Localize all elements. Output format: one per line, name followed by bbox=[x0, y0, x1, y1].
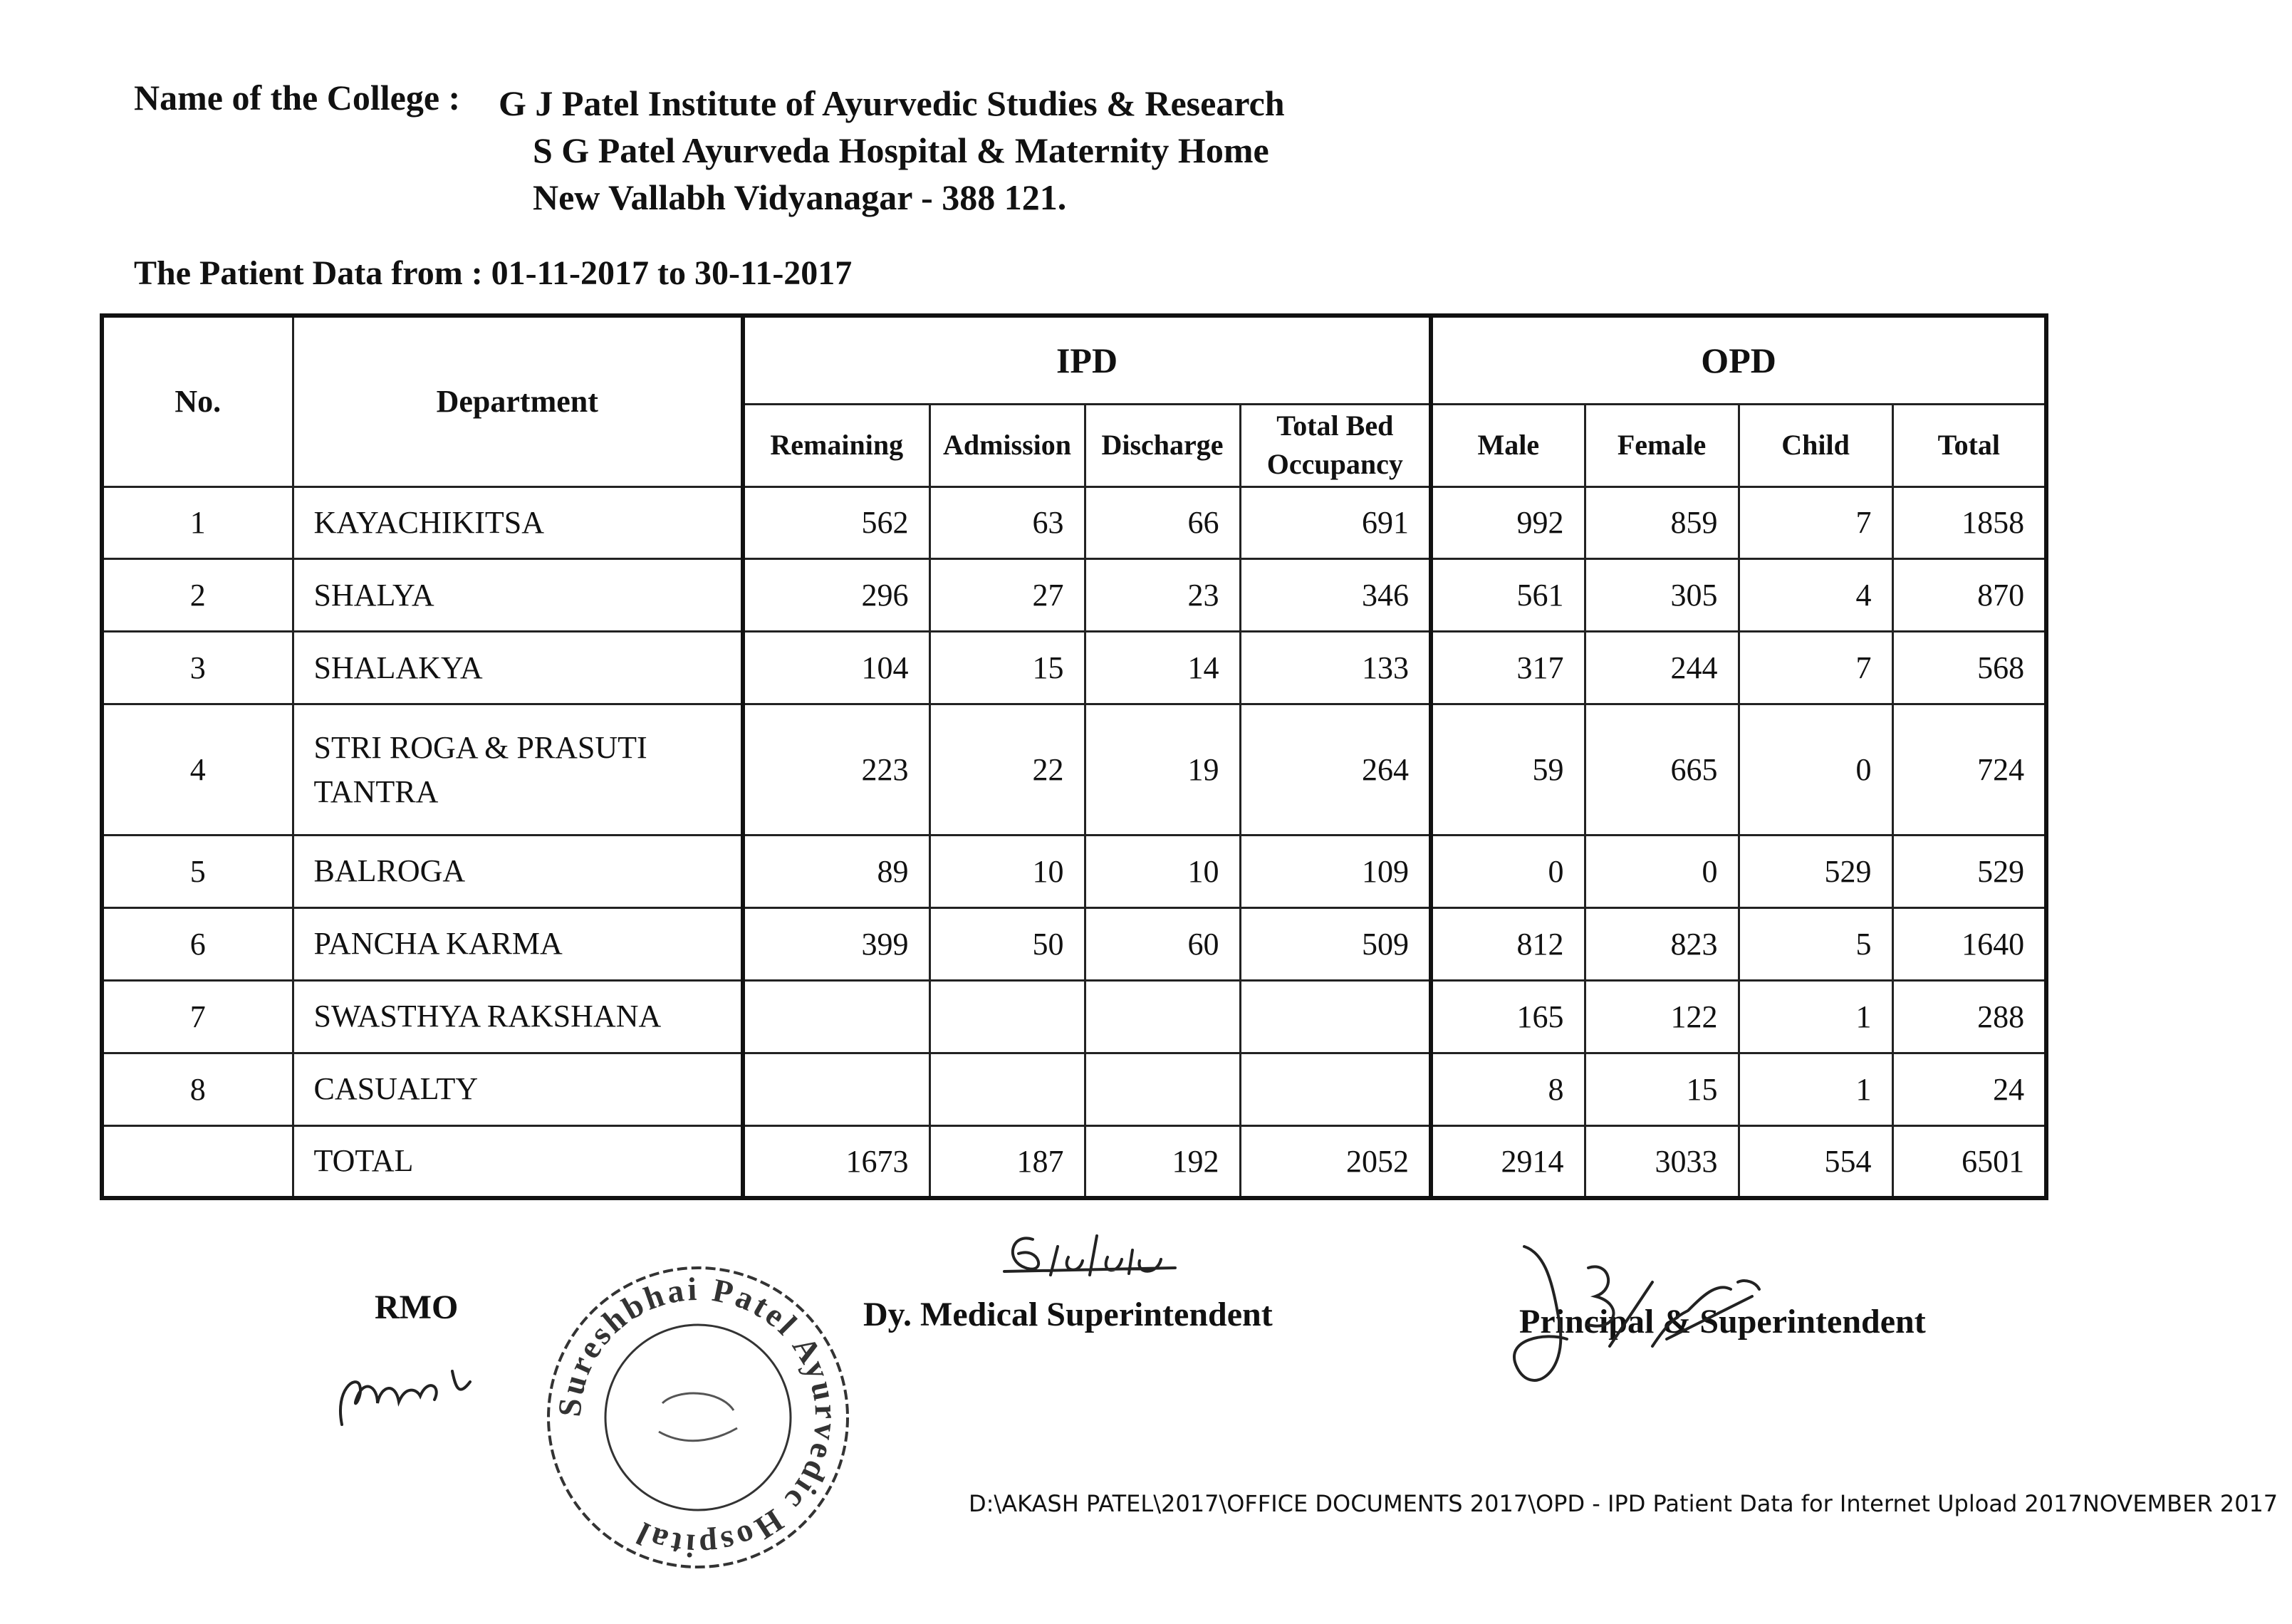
table-row bbox=[102, 1053, 2046, 1125]
ipd-discharge-cell: 10 bbox=[1085, 835, 1240, 907]
ipd-admission-cell: 22 bbox=[929, 704, 1085, 835]
row-department: STRI ROGA & PRASUTI TANTRA bbox=[293, 704, 743, 835]
ipd-admission-cell: 63 bbox=[929, 486, 1085, 559]
header-opd-female: Female bbox=[1585, 404, 1739, 486]
ipd-discharge-cell bbox=[1085, 980, 1240, 1053]
opd-child-cell: 0 bbox=[1739, 704, 1892, 835]
opd-child-cell: 7 bbox=[1739, 632, 1892, 704]
row-department: PANCHA KARMA bbox=[293, 907, 743, 980]
opd-male-cell: 0 bbox=[1431, 835, 1585, 907]
opd-total-cell: 1640 bbox=[1892, 907, 2046, 980]
row-department: SHALYA bbox=[293, 559, 743, 632]
ipd-admission-cell: 27 bbox=[929, 559, 1085, 632]
footer-file-path: D:\AKASH PATEL\2017\OFFICE DOCUMENTS 2017\OPD - IPD Patient Data for Internet Upload 2017NOVEMBER 2017 bbox=[969, 1490, 2278, 1517]
row-no: 6 bbox=[102, 907, 293, 980]
ipd-admission-cell: 15 bbox=[929, 632, 1085, 704]
opd-child-cell: 5 bbox=[1739, 907, 1892, 980]
ipd-total-bed-occupancy-cell: 2052 bbox=[1240, 1125, 1431, 1198]
opd-male-cell: 561 bbox=[1431, 559, 1585, 632]
opd-child-cell: 4 bbox=[1739, 559, 1892, 632]
opd-total-cell: 724 bbox=[1892, 704, 2046, 835]
principal-superintendent-label: Principal & Superintendent bbox=[1519, 1303, 1926, 1341]
college-name: G J Patel Institute of Ayurvedic Studies & Research bbox=[499, 83, 1285, 123]
opd-child-cell: 7 bbox=[1739, 486, 1892, 559]
opd-male-cell: 8 bbox=[1431, 1053, 1585, 1125]
ipd-remaining-cell: 562 bbox=[743, 486, 929, 559]
header-ipd: IPD bbox=[743, 316, 1431, 404]
opd-total-cell: 24 bbox=[1892, 1053, 2046, 1125]
opd-male-cell: 59 bbox=[1431, 704, 1585, 835]
header-ipd-total-bed-occupancy: Total Bed Occupancy bbox=[1240, 404, 1431, 486]
total-label: TOTAL bbox=[293, 1125, 743, 1198]
hospital-stamp bbox=[541, 1261, 855, 1574]
row-no: 1 bbox=[102, 486, 293, 559]
ipd-admission-cell: 50 bbox=[929, 907, 1085, 980]
row-no: 4 bbox=[102, 704, 293, 835]
patient-data-table bbox=[100, 313, 2048, 1200]
ipd-remaining-cell: 1673 bbox=[743, 1125, 929, 1198]
ipd-total-bed-occupancy-cell: 264 bbox=[1240, 704, 1431, 835]
opd-total-cell: 1858 bbox=[1892, 486, 2046, 559]
rmo-label: RMO bbox=[375, 1289, 459, 1326]
hospital-name: S G Patel Ayurveda Hospital & Maternity Home bbox=[533, 130, 1269, 170]
opd-total-cell: 6501 bbox=[1892, 1125, 2046, 1198]
ipd-remaining-cell: 89 bbox=[743, 835, 929, 907]
opd-total-cell: 288 bbox=[1892, 980, 2046, 1053]
opd-male-cell: 812 bbox=[1431, 907, 1585, 980]
ipd-remaining-cell: 399 bbox=[743, 907, 929, 980]
ipd-discharge-cell bbox=[1085, 1053, 1240, 1125]
svg-text:Sureshbhai Patel Ayurvedic Hos: Sureshbhai Patel Ayurvedic Hospital bbox=[551, 1270, 845, 1565]
table-row bbox=[102, 907, 2046, 980]
header-no: No. bbox=[102, 316, 293, 486]
ipd-remaining-cell bbox=[743, 980, 929, 1053]
header-ipd-discharge: Discharge bbox=[1085, 404, 1240, 486]
patient-data-period: The Patient Data from : 01-11-2017 to 30-11-2017 bbox=[134, 254, 853, 292]
ipd-total-bed-occupancy-cell: 691 bbox=[1240, 486, 1431, 559]
table-row bbox=[102, 632, 2046, 704]
header-opd: OPD bbox=[1431, 316, 2046, 404]
ipd-discharge-cell: 19 bbox=[1085, 704, 1240, 835]
ipd-total-bed-occupancy-cell bbox=[1240, 1053, 1431, 1125]
ipd-discharge-cell: 60 bbox=[1085, 907, 1240, 980]
ipd-remaining-cell: 104 bbox=[743, 632, 929, 704]
opd-child-cell: 529 bbox=[1739, 835, 1892, 907]
table-row bbox=[102, 486, 2046, 559]
header-opd-male: Male bbox=[1431, 404, 1585, 486]
table-row bbox=[102, 559, 2046, 632]
dy-medical-signature bbox=[990, 1218, 1189, 1296]
opd-total-cell: 870 bbox=[1892, 559, 2046, 632]
ipd-discharge-cell: 192 bbox=[1085, 1125, 1240, 1198]
header-department: Department bbox=[293, 316, 743, 486]
opd-female-cell: 3033 bbox=[1585, 1125, 1739, 1198]
ipd-discharge-cell: 66 bbox=[1085, 486, 1240, 559]
table-row bbox=[102, 980, 2046, 1053]
opd-female-cell: 244 bbox=[1585, 632, 1739, 704]
opd-total-cell: 568 bbox=[1892, 632, 2046, 704]
table-row bbox=[102, 835, 2046, 907]
ipd-admission-cell bbox=[929, 980, 1085, 1053]
row-no bbox=[102, 1125, 293, 1198]
ipd-total-bed-occupancy-cell: 109 bbox=[1240, 835, 1431, 907]
ipd-total-bed-occupancy-cell: 346 bbox=[1240, 559, 1431, 632]
header-opd-child: Child bbox=[1739, 404, 1892, 486]
row-department: CASUALTY bbox=[293, 1053, 743, 1125]
opd-child-cell: 554 bbox=[1739, 1125, 1892, 1198]
rmo-signature bbox=[328, 1346, 499, 1439]
row-department: KAYACHIKITSA bbox=[293, 486, 743, 559]
opd-female-cell: 665 bbox=[1585, 704, 1739, 835]
ipd-discharge-cell: 23 bbox=[1085, 559, 1240, 632]
row-no: 5 bbox=[102, 835, 293, 907]
opd-male-cell: 2914 bbox=[1431, 1125, 1585, 1198]
opd-child-cell: 1 bbox=[1739, 1053, 1892, 1125]
row-no: 8 bbox=[102, 1053, 293, 1125]
opd-female-cell: 823 bbox=[1585, 907, 1739, 980]
opd-female-cell: 0 bbox=[1585, 835, 1739, 907]
ipd-total-bed-occupancy-cell: 133 bbox=[1240, 632, 1431, 704]
row-no: 3 bbox=[102, 632, 293, 704]
row-no: 2 bbox=[102, 559, 293, 632]
ipd-remaining-cell bbox=[743, 1053, 929, 1125]
table-row bbox=[102, 704, 2046, 835]
college-label: Name of the College : bbox=[134, 78, 461, 118]
ipd-total-bed-occupancy-cell bbox=[1240, 980, 1431, 1053]
opd-female-cell: 122 bbox=[1585, 980, 1739, 1053]
ipd-total-bed-occupancy-cell: 509 bbox=[1240, 907, 1431, 980]
opd-male-cell: 992 bbox=[1431, 486, 1585, 559]
row-department: BALROGA bbox=[293, 835, 743, 907]
dy-medical-superintendent-label: Dy. Medical Superintendent bbox=[863, 1296, 1273, 1333]
opd-female-cell: 859 bbox=[1585, 486, 1739, 559]
ipd-remaining-cell: 296 bbox=[743, 559, 929, 632]
ipd-admission-cell bbox=[929, 1053, 1085, 1125]
opd-total-cell: 529 bbox=[1892, 835, 2046, 907]
header-ipd-remaining: Remaining bbox=[743, 404, 929, 486]
ipd-admission-cell: 10 bbox=[929, 835, 1085, 907]
opd-child-cell: 1 bbox=[1739, 980, 1892, 1053]
opd-female-cell: 15 bbox=[1585, 1053, 1739, 1125]
table-body bbox=[102, 486, 2046, 1198]
row-department: SWASTHYA RAKSHANA bbox=[293, 980, 743, 1053]
opd-male-cell: 317 bbox=[1431, 632, 1585, 704]
college-address: New Vallabh Vidyanagar - 388 121. bbox=[533, 177, 1067, 217]
header-ipd-admission: Admission bbox=[929, 404, 1085, 486]
ipd-admission-cell: 187 bbox=[929, 1125, 1085, 1198]
ipd-discharge-cell: 14 bbox=[1085, 632, 1240, 704]
header-opd-total: Total bbox=[1892, 404, 2046, 486]
row-department: SHALAKYA bbox=[293, 632, 743, 704]
row-no: 7 bbox=[102, 980, 293, 1053]
opd-female-cell: 305 bbox=[1585, 559, 1739, 632]
opd-male-cell: 165 bbox=[1431, 980, 1585, 1053]
principal-signature bbox=[1503, 1239, 1773, 1403]
ipd-remaining-cell: 223 bbox=[743, 704, 929, 835]
total-row bbox=[102, 1125, 2046, 1198]
